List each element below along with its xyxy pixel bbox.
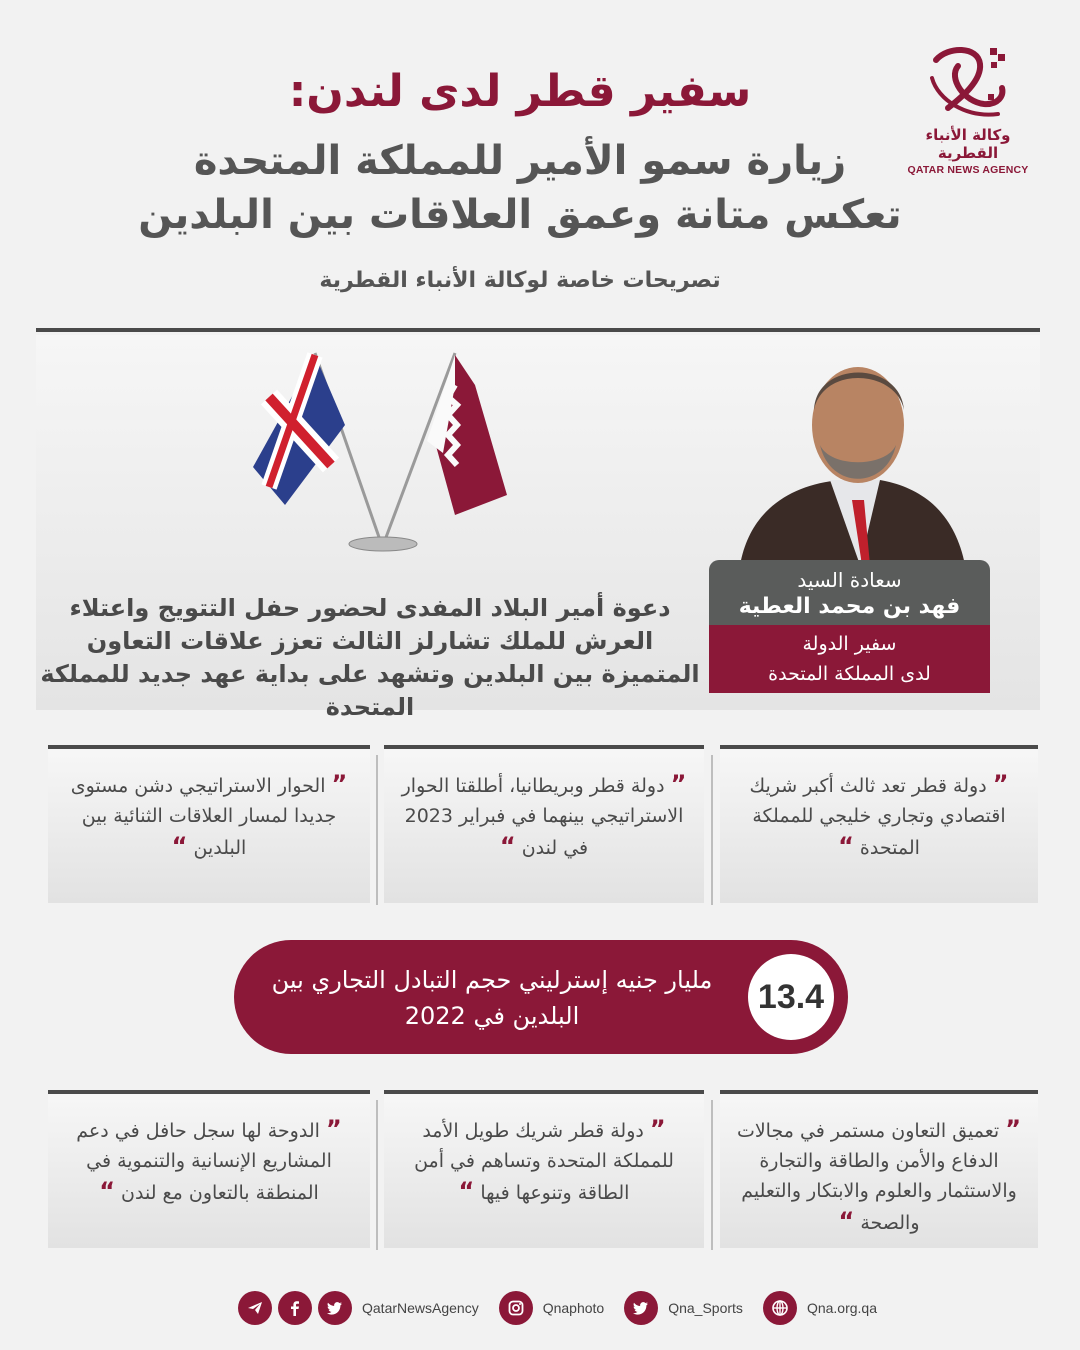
quote-open-icon: ”: [992, 770, 1009, 798]
card-top-bar: [720, 745, 1038, 749]
quote-open-icon: ”: [670, 770, 687, 798]
social-footer: [238, 1289, 891, 1327]
quote-text: دولة قطر شريك طويل الأمد للمملكة المتحدة وتساهم في أمن الطاقة وتنوعها فيها: [414, 1120, 674, 1204]
handle-main[interactable]: QatarNewsAgency: [362, 1300, 479, 1316]
headline-line-2: تعكس متانة وعمق العلاقات بين البلدين: [138, 192, 902, 238]
card-top-bar: [48, 1090, 370, 1094]
trade-volume-stat: [234, 940, 848, 1054]
person-name: فهد بن محمد العطية: [738, 594, 961, 619]
headline: [120, 134, 920, 242]
globe-icon[interactable]: [763, 1291, 797, 1325]
column-divider: [711, 755, 713, 905]
quote-open-icon: ”: [649, 1115, 666, 1143]
person-title: [709, 625, 990, 693]
website-link[interactable]: Qna.org.qa: [806, 1300, 877, 1316]
stat-value: 13.4: [748, 954, 834, 1040]
telegram-icon[interactable]: [238, 1291, 272, 1325]
ambassador-name-card: [709, 560, 990, 693]
uk-flag-icon: [253, 355, 345, 505]
quote-card: [720, 745, 1038, 903]
quote-text: تعميق التعاون مستمر في مجالات الدفاع والأمن والطاقة والتجارة والاستثمار والعلوم والابتكار والتعليم والصحة: [736, 1120, 1017, 1234]
quote-text: دولة قطر وبريطانيا، أطلقتا الحوار الاستراتيجي بينهما في فبراير 2023 في لندن: [401, 775, 684, 859]
quote-close-icon: “: [458, 1177, 475, 1205]
qna-emblem-icon: [918, 42, 1018, 122]
twitter-sports-icon[interactable]: [624, 1291, 658, 1325]
quote-text: الحوار الاستراتيجي دشن مستوى جديدا لمسار العلاقات الثنائية بين البلدين: [70, 775, 337, 859]
column-divider: [376, 755, 378, 905]
brand-name-arabic: وكالة الأنباء القطرية: [925, 126, 1011, 162]
name-card-header: [709, 560, 990, 625]
column-divider: [376, 1100, 378, 1250]
ambassador-photo: [730, 340, 970, 565]
person-title-line-1: سفير الدولة: [802, 633, 897, 655]
brand-name-english: QATAR NEWS AGENCY: [907, 164, 1029, 176]
quote-close-icon: “: [838, 1207, 855, 1235]
quote-close-icon: “: [499, 832, 516, 860]
quote-card: [48, 745, 370, 903]
card-top-bar: [384, 745, 704, 749]
quote-card: [384, 745, 704, 903]
quote-open-icon: ”: [1005, 1115, 1022, 1143]
qatar-flag-icon: [427, 355, 507, 515]
card-top-bar: [720, 1090, 1038, 1094]
person-title-line-2: لدى المملكة المتحدة: [768, 663, 931, 685]
facebook-icon[interactable]: [278, 1291, 312, 1325]
quote-open-icon: ”: [325, 1115, 342, 1143]
card-top-bar: [384, 1090, 704, 1094]
handle-instagram[interactable]: Qnaphoto: [542, 1300, 605, 1316]
handle-sports[interactable]: Qna_Sports: [668, 1300, 743, 1316]
quote-card: [384, 1090, 704, 1248]
page-title: سفير قطر لدى لندن:: [288, 66, 752, 117]
section-divider: [36, 328, 1040, 332]
headline-line-1: زيارة سمو الأمير للمملكة المتحدة: [193, 138, 847, 184]
quote-card: [48, 1090, 370, 1248]
honorific: سعادة السيد: [797, 568, 902, 592]
subtitle: تصريحات خاصة لوكالة الأنباء القطرية: [319, 268, 721, 293]
quote-close-icon: “: [171, 832, 188, 860]
column-divider: [711, 1100, 713, 1250]
quote-open-icon: ”: [331, 770, 348, 798]
quote-text: الدوحة لها سجل حافل في دعم المشاريع الإنسانية والتنموية في المنطقة بالتعاون مع لندن: [76, 1120, 332, 1204]
card-top-bar: [48, 745, 370, 749]
flags-image: [245, 345, 515, 555]
quote-close-icon: “: [99, 1177, 115, 1205]
quote-close-icon: “: [838, 832, 854, 860]
quote-card: [720, 1090, 1038, 1248]
twitter-icon[interactable]: [318, 1291, 352, 1325]
hero-statement: دعوة أمير البلاد المفدى لحضور حفل التتويج واعتلاء العرش للملك تشارلز الثالث تعزز علاقات التعاون المتميزة بين البلدين وتشهد على بداية عهد جديد للمملكة المتحدة: [40, 594, 700, 721]
instagram-icon[interactable]: [499, 1291, 533, 1325]
quote-text: دولة قطر تعد ثالث أكبر شريك اقتصادي وتجاري خليجي للمملكة المتحدة: [749, 775, 1006, 859]
stat-label: مليار جنيه إسترليني حجم التبادل التجاري بين البلدين في 2022: [271, 966, 713, 1030]
